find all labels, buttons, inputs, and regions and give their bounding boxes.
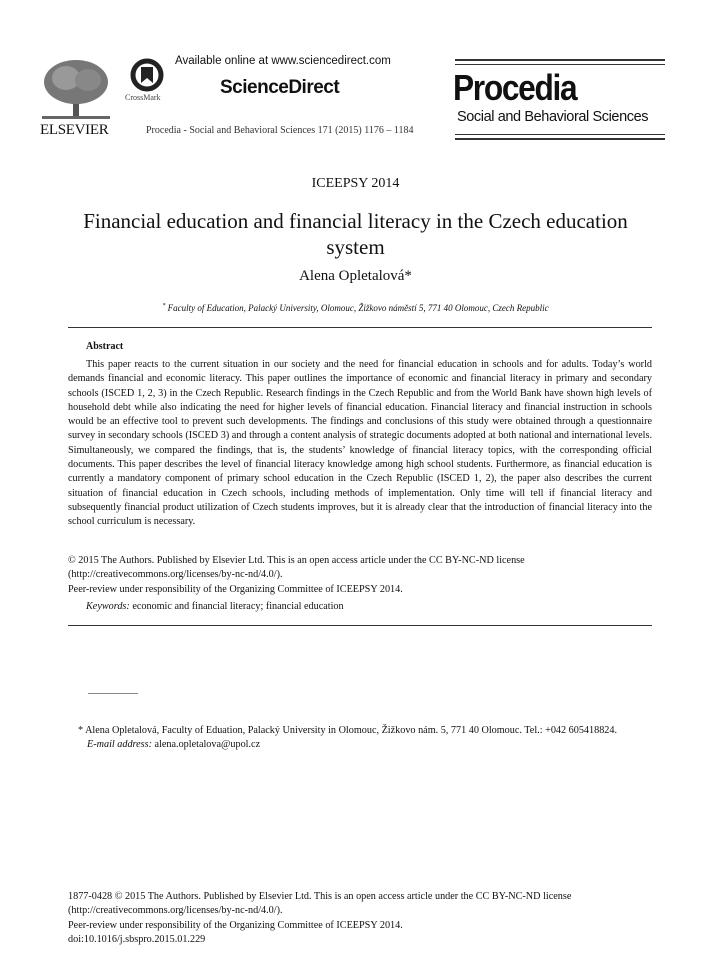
doi[interactable]: doi:10.1016/j.sbspro.2015.01.229	[68, 933, 206, 945]
bottom-info	[68, 890, 668, 947]
affiliation-mark: *	[162, 303, 166, 309]
license-block	[68, 554, 652, 597]
elsevier-wordmark: ELSEVIER	[40, 122, 109, 138]
elsevier-tree-logo	[40, 58, 112, 120]
procedia-logo: Procedia	[453, 67, 577, 108]
keywords-text: economic and financial literacy; financial education	[132, 601, 344, 612]
footnote-author: * Alena Opletalová, Faculty of Eduation, Palacký University in Olomouc, Žižkovo nám. 5, 771 40 Olomouc. Tel.: +042 605418824.	[78, 725, 618, 736]
sciencedirect-logo: ScienceDirect	[220, 77, 340, 98]
paper-title: Financial education and financial literacy in the Czech education system	[83, 209, 628, 259]
abstract-heading: Abstract	[86, 341, 124, 352]
bottom-peer-review: Peer-review under responsibility of the Organizing Committee of ICEEPSY 2014.	[68, 919, 403, 931]
keywords-label: Keywords:	[86, 601, 130, 612]
email-link[interactable]: alena.opletalova@upol.cz	[154, 739, 261, 751]
crossmark-icon[interactable]	[130, 58, 164, 92]
abstract-text: This paper reacts to the current situation in our society and the need for financial education in schools and for adults. Today’s world demands financial and economic literacy. This paper outlines the importance of economic and financial literacy in primary and secondary schools (ISCED 1, 2, 3) in the Czech Republic. Research findings in the Czech Republic and from the World Bank have shown high levels of household debt while also indicating the need for higher levels of financial education. Financial literacy and financial instruction in schools would be an effective tool to prevent such developments. The findings and conclusions of this study were obtained through a questionnaire survey in secondary schools (ISCED 3) and through a content analysis of strategic documents adopted at both national and international levels. Simultaneously, we compared the findings, that is, the students’ knowledge of financial literacy topics, with the corresponding official documents. This paper describes the level of financial literacy knowledge among high school students. Furthermore, as financial education is currently a mandatory component of primary school education in the Czech Republic (ISCED 1, 2), the paper also describes the current situation of financial education in Czech schools, including methods of implementation. Only time will tell if financial literacy and subsequently financial product utilization of Czech students improves, but it is already clear that the introduction of financial literacy into the school curriculum is necessary.	[68, 359, 652, 528]
affiliation-text: Faculty of Education, Palacký University, Olomouc, Žižkovo náměstí 5, 771 40 Olomouc, Czech Republic	[167, 303, 549, 313]
available-online[interactable]: Available online at www.sciencedirect.com	[175, 55, 391, 67]
affiliation	[0, 303, 711, 313]
email-label: E-mail address:	[87, 739, 152, 751]
journal-subtitle: Social and Behavioral Sciences	[457, 109, 649, 125]
license-line: © 2015 The Authors. Published by Elsevier Ltd. This is an open access article under the CC BY-NC-ND license	[68, 555, 525, 566]
conference-name: ICEEPSY 2014	[311, 176, 400, 191]
license-link[interactable]: (http://creativecommons.org/licenses/by-nc-nd/4.0/).	[68, 569, 283, 581]
footnote	[78, 724, 668, 753]
crossmark-label: CrossMark	[125, 93, 161, 102]
keywords	[86, 600, 344, 614]
author-name: Alena Opletalová*	[299, 268, 412, 284]
issn-license: 1877-0428 © 2015 The Authors. Published by Elsevier Ltd. This is an open access article under the CC BY-NC-ND license	[68, 891, 572, 902]
bottom-license-link[interactable]: (http://creativecommons.org/licenses/by-nc-nd/4.0/).	[68, 905, 283, 917]
journal-reference: Procedia - Social and Behavioral Sciences 171 (2015) 1176 – 1184	[146, 125, 414, 136]
peer-review-line: Peer-review under responsibility of the Organizing Committee of ICEEPSY 2014.	[68, 583, 403, 595]
